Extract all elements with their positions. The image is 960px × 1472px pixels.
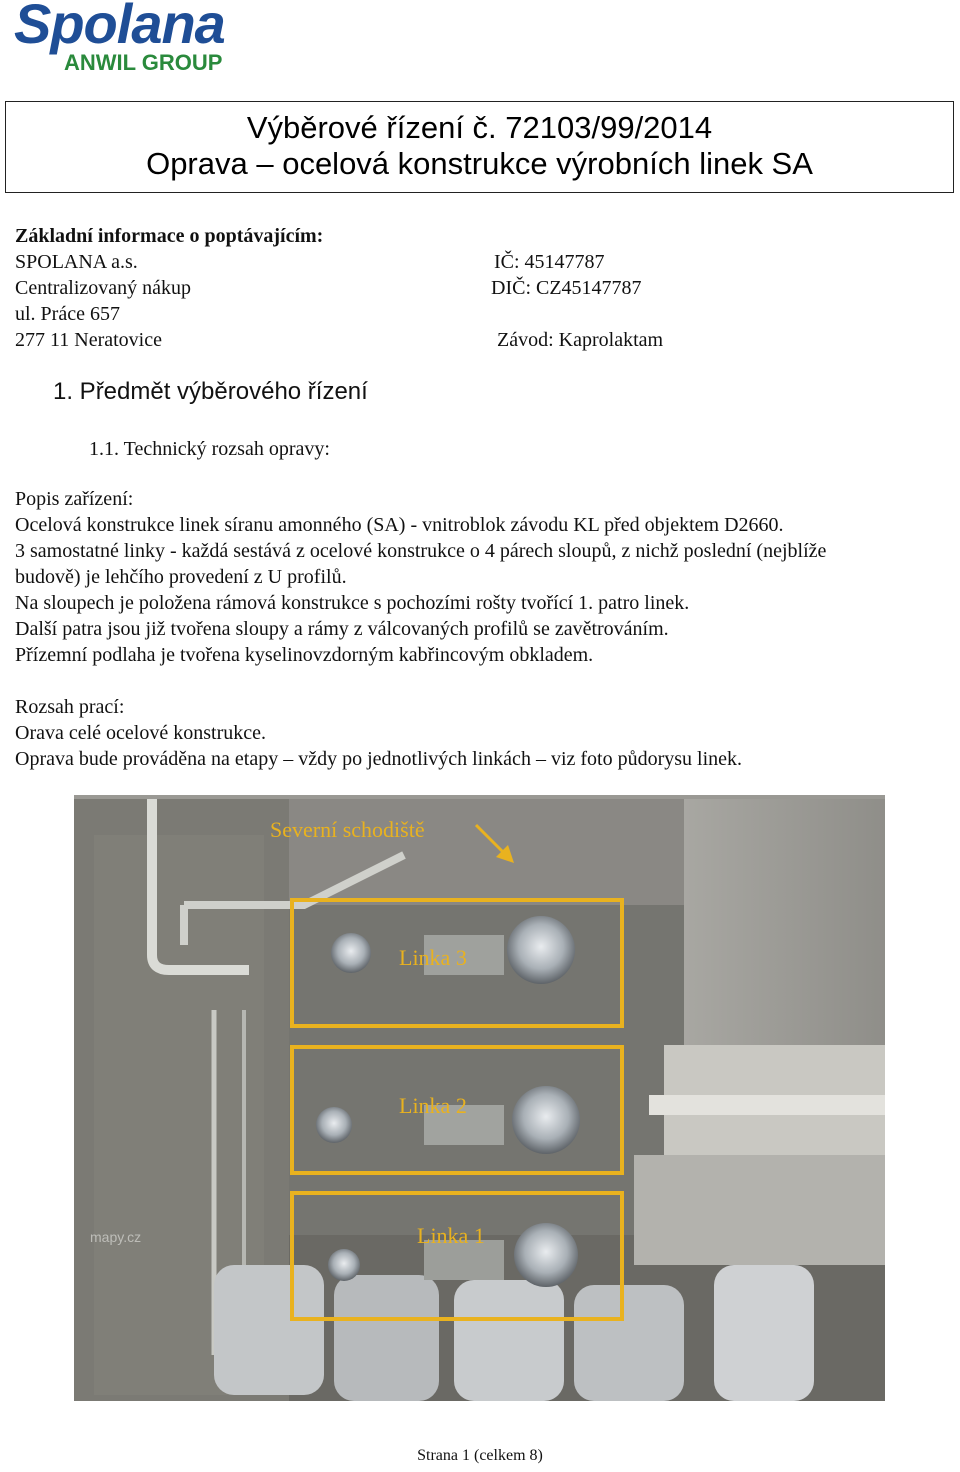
line-2-label: Linka 2 <box>399 1093 467 1118</box>
scope-line-2: Oprava bude prováděna na etapy – vždy po jednotlivých linkách – viz foto půdorysu linek. <box>15 748 743 770</box>
map-watermark: mapy.cz <box>90 1229 142 1245</box>
address-line-1: SPOLANA a.s. <box>15 251 138 273</box>
description-line-2: 3 samostatné linky - každá sestává z ocelové konstrukce o 4 párech sloupů, z nichž poslední (nejblíže <box>15 540 827 562</box>
description-line-5: Další patra jsou již tvořena sloupy a rámy z válcovaných profilů se zavětrováním. <box>15 618 669 640</box>
logo-group: ANWIL GROUP <box>64 50 223 75</box>
scope-line-1: Orava celé ocelové konstrukce. <box>15 722 266 744</box>
description-line-6: Přízemní podlaha je tvořena kyselinovzdorným kabřincovým obkladem. <box>15 644 594 666</box>
page-footer: Strana 1 (celkem 8) <box>417 1447 543 1464</box>
description-heading: Popis zařízení: <box>15 488 134 510</box>
tender-subject: Oprava – ocelová konstrukce výrobních linek SA <box>146 146 813 181</box>
line-1-label: Linka 1 <box>417 1223 485 1248</box>
title-box <box>5 101 954 193</box>
tender-number: Výběrové řízení č. 72103/99/2014 <box>246 110 713 145</box>
description-line-1: Ocelová konstrukce linek síranu amonného (SA) - vnitroblok závodu KL před objektem D2660. <box>15 514 784 536</box>
company-dic: DIČ: CZ45147787 <box>491 277 642 299</box>
address-line-3: ul. Práce 657 <box>15 303 120 325</box>
address-line-4: 277 11 Neratovice <box>15 329 162 351</box>
description-line-3: budově) je lehčího provedení z U profilů. <box>15 566 347 588</box>
aerial-photo <box>74 795 885 1401</box>
address-line-2: Centralizovaný nákup <box>15 277 192 299</box>
company-ic: IČ: 45147787 <box>494 251 605 273</box>
scope-heading: Rozsah prací: <box>15 696 125 718</box>
aerial-photo-drawing <box>74 795 885 1401</box>
company-logo <box>14 2 244 82</box>
stair-label: Severní schodiště <box>270 817 425 842</box>
section-1-1-heading: 1.1. Technický rozsah opravy: <box>89 438 330 460</box>
section-1-heading: 1. Předmět výběrového řízení <box>53 378 368 405</box>
description-line-4: Na sloupech je položena rámová konstrukce s pochozími rošty tvořící 1. patro linek. <box>15 592 690 614</box>
plant-name: Závod: Kaprolaktam <box>497 329 664 351</box>
logo-brand: Spolana <box>14 0 225 55</box>
line-3-label: Linka 3 <box>399 945 467 970</box>
basic-info-heading: Základní informace o poptávajícím: <box>15 225 324 247</box>
